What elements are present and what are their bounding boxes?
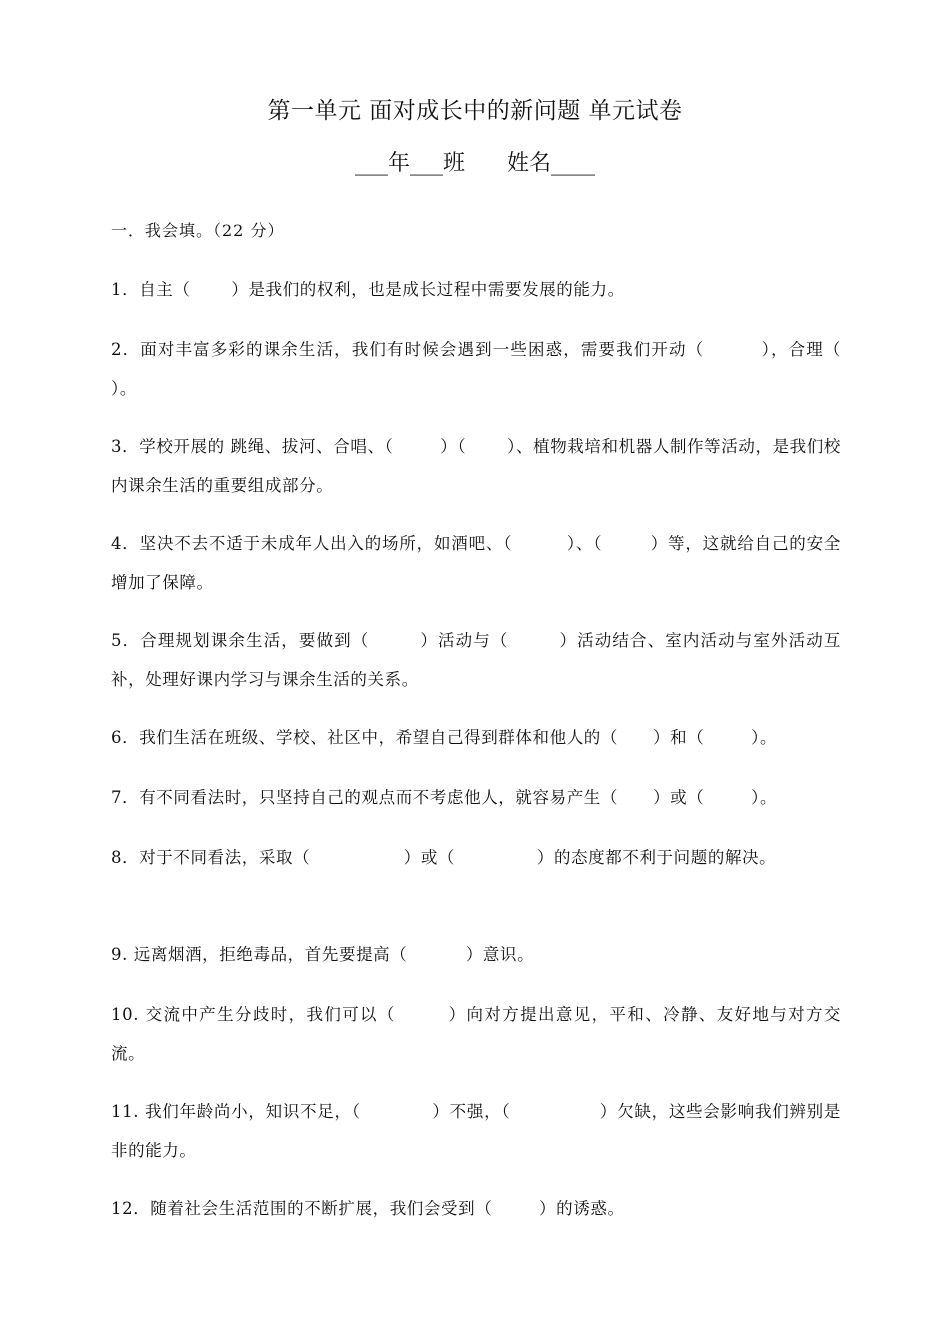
question-2: 2．面对丰富多彩的课余生活，我们有时候会遇到一些困惑，需要我们开动（ ），合理（ ）。 [111,340,888,398]
exam-title: 第一单元 面对成长中的新问题 单元试卷 [267,98,683,124]
question-5: 5．合理规划课余生活，要做到（ ）活动与（ ）活动结合、室内活动与室外活动互补，处理好课内学习与课余生活的关系。 [111,631,841,689]
question-8: 8．对于不同看法，采取（ ）或（ ）的态度都不利于问题的解决。 [111,848,777,867]
question-9: 9. 远离烟酒，拒绝毒品，首先要提高（ ）意识。 [111,945,535,964]
question-7: 7．有不同看法时，只坚持自己的观点而不考虑他人，就容易产生（ ）或（ ）。 [111,788,778,807]
question-11: 11. 我们年龄尚小，知识不足，（ ）不强，（ ）欠缺，这些会影响我们辨别是非的能力。 [111,1102,841,1160]
question-4: 4．坚决不去不适于未成年人出入的场所，如酒吧、（ ）、（ ）等，这就给自己的安全增加了保障。 [111,534,841,592]
class-name-line: ___年___班 姓名____ [355,151,595,176]
question-12: 12．随着社会生活范围的不断扩展，我们会受到（ ）的诱惑。 [111,1199,625,1218]
question-6: 6．我们生活在班级、学校、社区中，希望自己得到群体和他人的（ ）和（ ）。 [111,728,778,747]
question-3: 3．学校开展的 跳绳、拔河、合唱、（ ）（ ）、植物栽培和机器人制作等活动，是我们校内课余生活的重要组成部分。 [111,437,841,495]
section-heading: 一．我会填。（22 分） [111,221,285,240]
question-1: 1．自主（ ）是我们的权利，也是成长过程中需要发展的能力。 [111,280,625,299]
question-10: 10. 交流中产生分歧时，我们可以（ ）向对方提出意见，平和、冷静、友好地与对方交流。 [111,1005,841,1063]
